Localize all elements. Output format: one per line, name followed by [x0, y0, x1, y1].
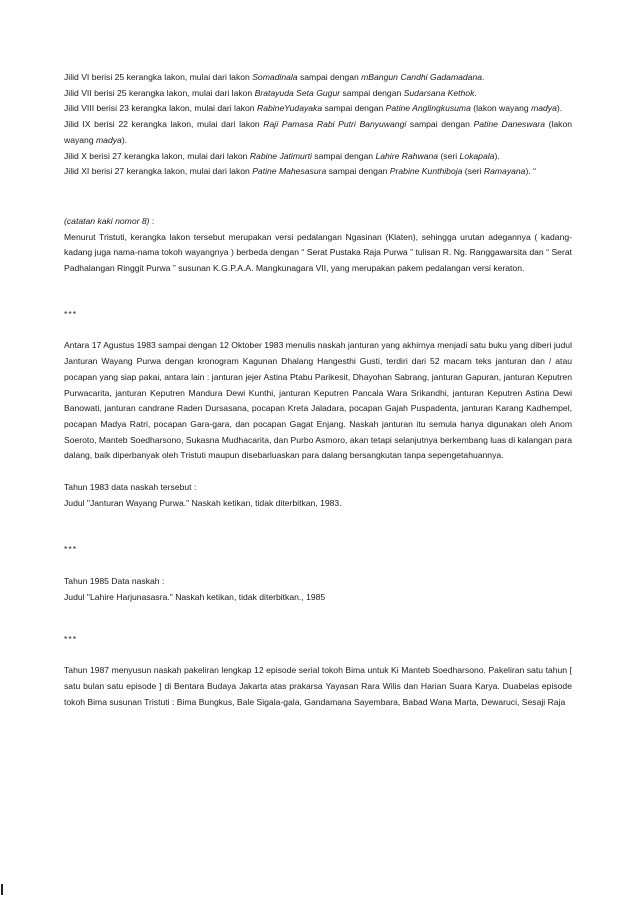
lakon-title: mBangun Candhi Gadamadana [361, 72, 483, 82]
volume-entry: Jilid VIII berisi 23 kerangka lakon, mulai dari lakon RabineYudayaka sampai dengan Patine Anglingkusuma (lakon wayang madya). [64, 103, 563, 114]
volume-entry: Jilid VI berisi 25 kerangka lakon, mulai dari lakon Somadinala sampai dengan mBangun Candhi Gadamadana. [64, 72, 485, 82]
lakon-title: Bratayuda Seta Gugur [254, 87, 341, 98]
lakon-title: Patine Anglingkusuma [385, 103, 471, 114]
lakon-title: Lahire Rahwana [375, 150, 439, 161]
lakon-title: Patine Daneswara [473, 119, 545, 130]
lakon-title: RabineYudayaka [256, 103, 323, 114]
data-1985-heading: Tahun 1985 Data naskah : [64, 576, 165, 587]
lakon-title: Rabine Jatimurti [249, 150, 312, 161]
footnote-heading: (catatan kaki nomor 8) : [64, 215, 155, 226]
volume-entry: Jilid X berisi 27 kerangka lakon, mulai dari lakon Rabine Jatimurti sampai dengan Lahire Rahwana (seri Lokapala). [64, 150, 500, 161]
lakon-title: Sudarsana Kethok [403, 87, 475, 98]
lakon-title: Raji Pamasa Rabi Putri Banyuwangi [263, 119, 407, 130]
volume-entry: Jilid VII berisi 25 kerangka lakon, mulai dari lakon Bratayuda Seta Gugur sampai dengan Sudarsana Kethok. [64, 87, 477, 98]
data-1983-title: Judul "Janturan Wayang Purwa." Naskah ketikan, tidak diterbitkan, 1983. [64, 497, 342, 508]
lakon-title: Patine Mahesasura [252, 166, 327, 177]
lakon-title: Prabine Kunthiboja [389, 166, 463, 177]
paragraph-1983: Antara 17 Agustus 1983 sampai dengan 12 Oktober 1983 menulis naskah janturan yang akhirnya menjadi satu buku yang diberi judul Janturan Wayang Purwa dengan kronogram Kagunan Dhalang Hangesthi Gusti, terdiri dari 52 macam teks janturan dan / atau pocapan yang siap pakai, antara lain : janturan jejer Astina Ptabu Parikesit, Dhayohan Sabrang, janturan Gapuran, janturan Keputren Purwacarita, janturan Keputren Mandura Dewi Kunthi, janturan Keputren Pancala Wara Srikandhi, janturan Keputren Astina Dewi Banowati, janturan candrane Raden Dursasana, pocapan Kreta Jaladara, pocapan Gajah Puspadenta, janturan Karang Kadhempel, pocapan Madya Ratri, pocapan Gara-gara, dan pocapan Gagat Enjang. Naskah janturan itu semula hanya digunakan oleh Anom Soeroto, Manteb Soedharsono, Sukasna Mudhacarita, dan Purbo Asmoro, akan tetapi selanjutnya berkembang luas di kalangan para dalang, baik diperbanyak oleh Tristuti maupun disebarluaskan para dalang bersangkutan tanpa sepengetahuannya. [64, 340, 572, 461]
scan-edge-mark [1, 884, 3, 895]
section-separator: *** [64, 633, 78, 644]
volume-entry: Jilid IX berisi 22 kerangka lakon, mulai dari lakon Raji Pamasa Rabi Putri Banyuwangi sampai dengan Patine Daneswara (lakon wayang madya). [64, 119, 573, 145]
section-separator: *** [64, 544, 78, 555]
section-separator: *** [64, 308, 78, 319]
document-page [64, 70, 572, 710]
data-1983-heading: Tahun 1983 data naskah tersebut : [64, 482, 197, 493]
volume-list [64, 70, 572, 180]
volume-entry: Jilid XI berisi 27 kerangka lakon, mulai dari lakon Patine Mahesasura sampai dengan Prabine Kunthiboja (seri Ramayana). “ [64, 166, 536, 177]
lakon-title: Somadinala [252, 72, 298, 82]
data-1985-title: Judul "Lahire Harjunasasra." Naskah ketikan, tidak diterbitkan., 1985 [64, 591, 326, 602]
footnote-text: Menurut Tristuti, kerangka lakon tersebut merupakan versi pedalangan Ngasinan (Klaten), sehingga urutan adegannya ( kadang-kadang juga nama-nama tokoh wayangnya ) berbeda dengan “ Serat Pustaka Raja Purwa ” tulisan R. Ng. Ranggawarsita dan “ Serat Padhalangan Ringgit Purwa ” susunan K.G.P.A.A. Mangkunagara VII, yang merupakan pakem pedalangan versi keraton. [64, 231, 572, 274]
paragraph-1987: Tahun 1987 menyusun naskah pakeliran lengkap 12 episode serial tokoh Bima untuk Ki Manteb Soedharsono. Pakeliran satu tahun [ satu bulan satu episode ] di Bentara Budaya Jakarta atas prakarsa Yayasan Rara Wilis dan Harian Suara Karya. Duabelas episode tokoh Bima susunan Tristuti : Bima Bungkus, Bale Sigala-gala, Gandamana Sayembara, Babad Wana Marta, Dewaruci, Sesaji Raja [64, 665, 572, 707]
